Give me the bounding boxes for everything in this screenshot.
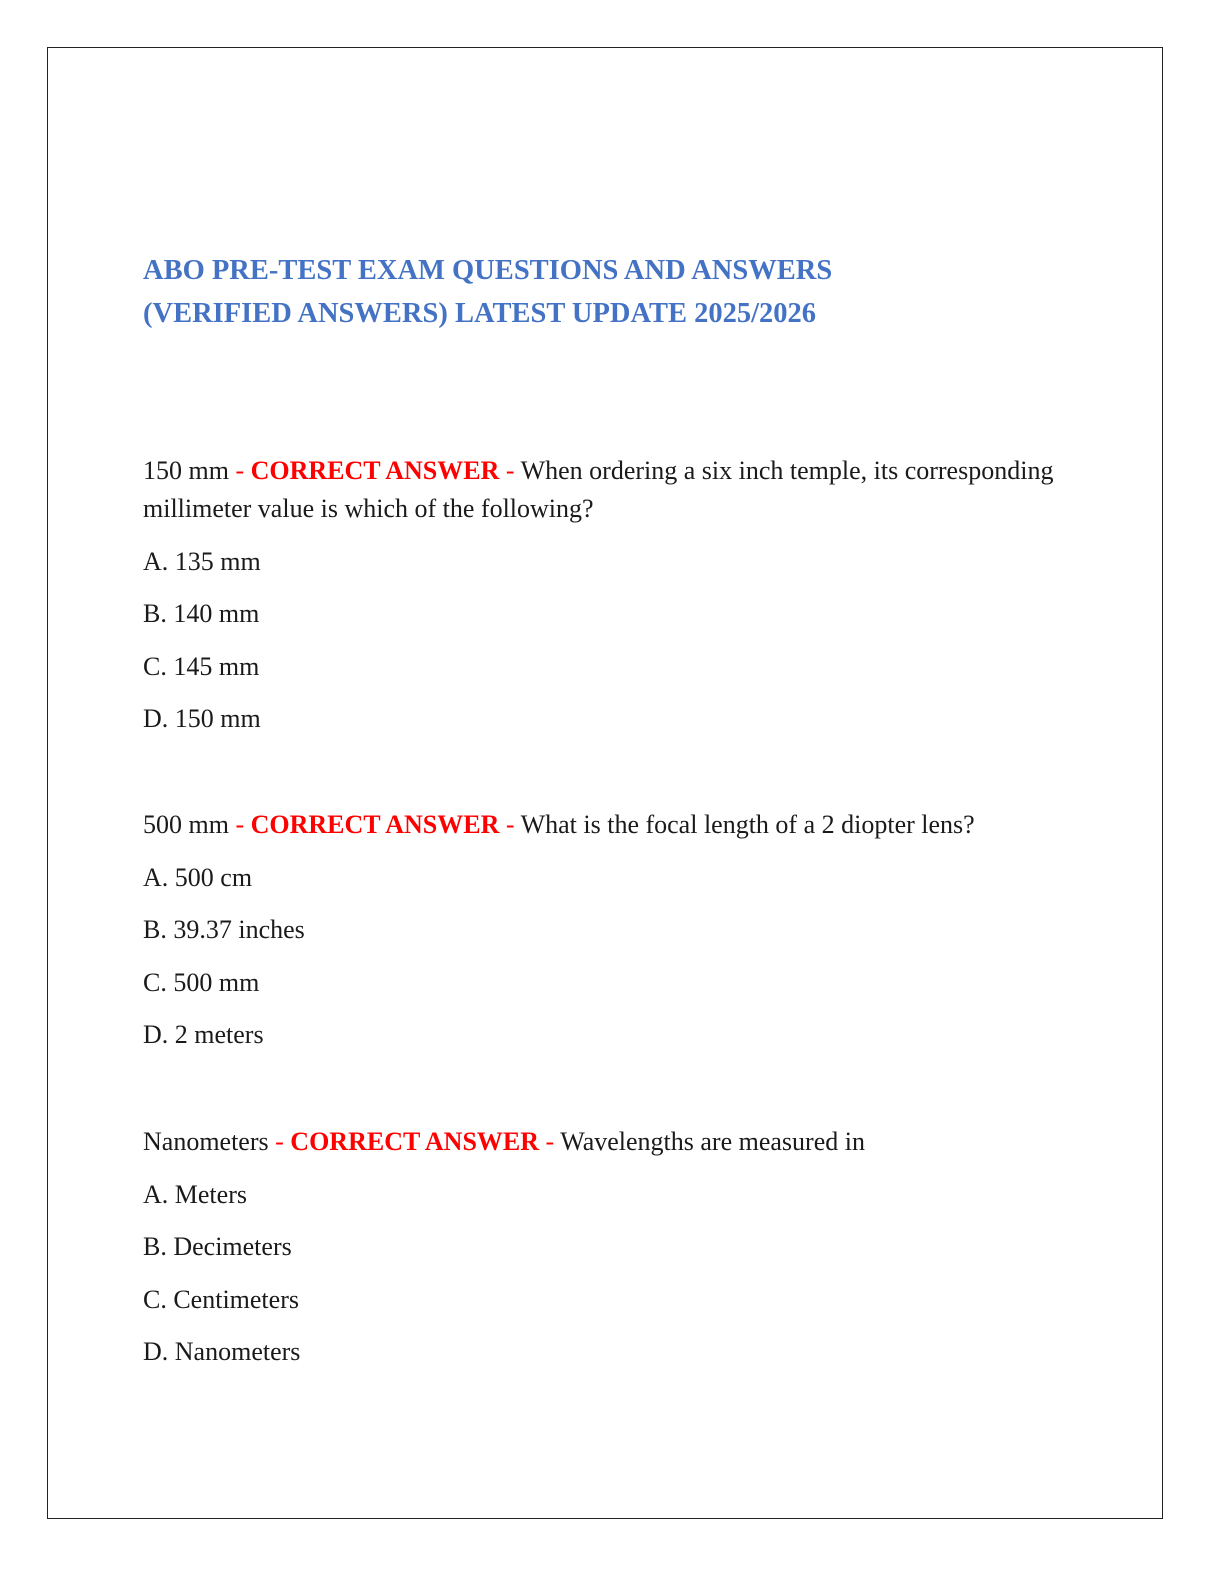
question-2-option-a: A. 500 cm (143, 862, 253, 892)
question-3-prompt: Wavelengths are measured in (560, 1127, 865, 1156)
question-block-3 (143, 1123, 1103, 1371)
question-1-option-d: D. 150 mm (143, 704, 261, 733)
question-3-option-c: C. Centimeters (143, 1284, 299, 1314)
separator: - (228, 810, 251, 839)
question-2-prompt: What is the focal length of a 2 diopter lens? (520, 810, 975, 839)
question-3-option-b: B. Decimeters (143, 1232, 292, 1261)
question-2-option-c: C. 500 mm (143, 967, 260, 997)
question-3-answer: Nanometers (143, 1127, 269, 1156)
question-3-option-a: A. Meters (143, 1179, 247, 1209)
correct-answer-label: CORRECT ANSWER (250, 456, 500, 485)
question-block-1 (143, 452, 1103, 738)
correct-answer-label: CORRECT ANSWER (290, 1127, 540, 1156)
question-2-option-d: D. 2 meters (143, 1020, 264, 1049)
question-2-option-b: B. 39.37 inches (143, 915, 305, 944)
correct-answer-label: CORRECT ANSWER (250, 810, 500, 839)
question-1-option-a: A. 135 mm (143, 546, 261, 576)
separator: - (499, 810, 521, 839)
question-1-option-b: B. 140 mm (143, 599, 260, 628)
separator: - (499, 456, 521, 485)
question-2-answer: 500 mm (143, 810, 229, 839)
separator: - (539, 1127, 561, 1156)
question-3-option-d: D. Nanometers (143, 1337, 301, 1366)
question-1-answer: 150 mm (143, 456, 229, 485)
separator: - (268, 1127, 291, 1156)
question-block-2 (143, 806, 1103, 1054)
question-1 (143, 452, 1103, 528)
question-2 (143, 806, 1103, 844)
document-title (143, 249, 1103, 335)
title-line-2: (VERIFIED ANSWERS) LATEST UPDATE 2025/2026 (143, 298, 817, 329)
title-line-1: ABO PRE-TEST EXAM QUESTIONS AND ANSWERS (143, 255, 833, 286)
separator: - (228, 456, 251, 485)
question-3 (143, 1123, 1103, 1161)
question-1-option-c: C. 145 mm (143, 651, 260, 681)
question-1-prompt: When ordering a six inch temple, its corresponding millimeter value is which of the following? (143, 456, 1054, 523)
